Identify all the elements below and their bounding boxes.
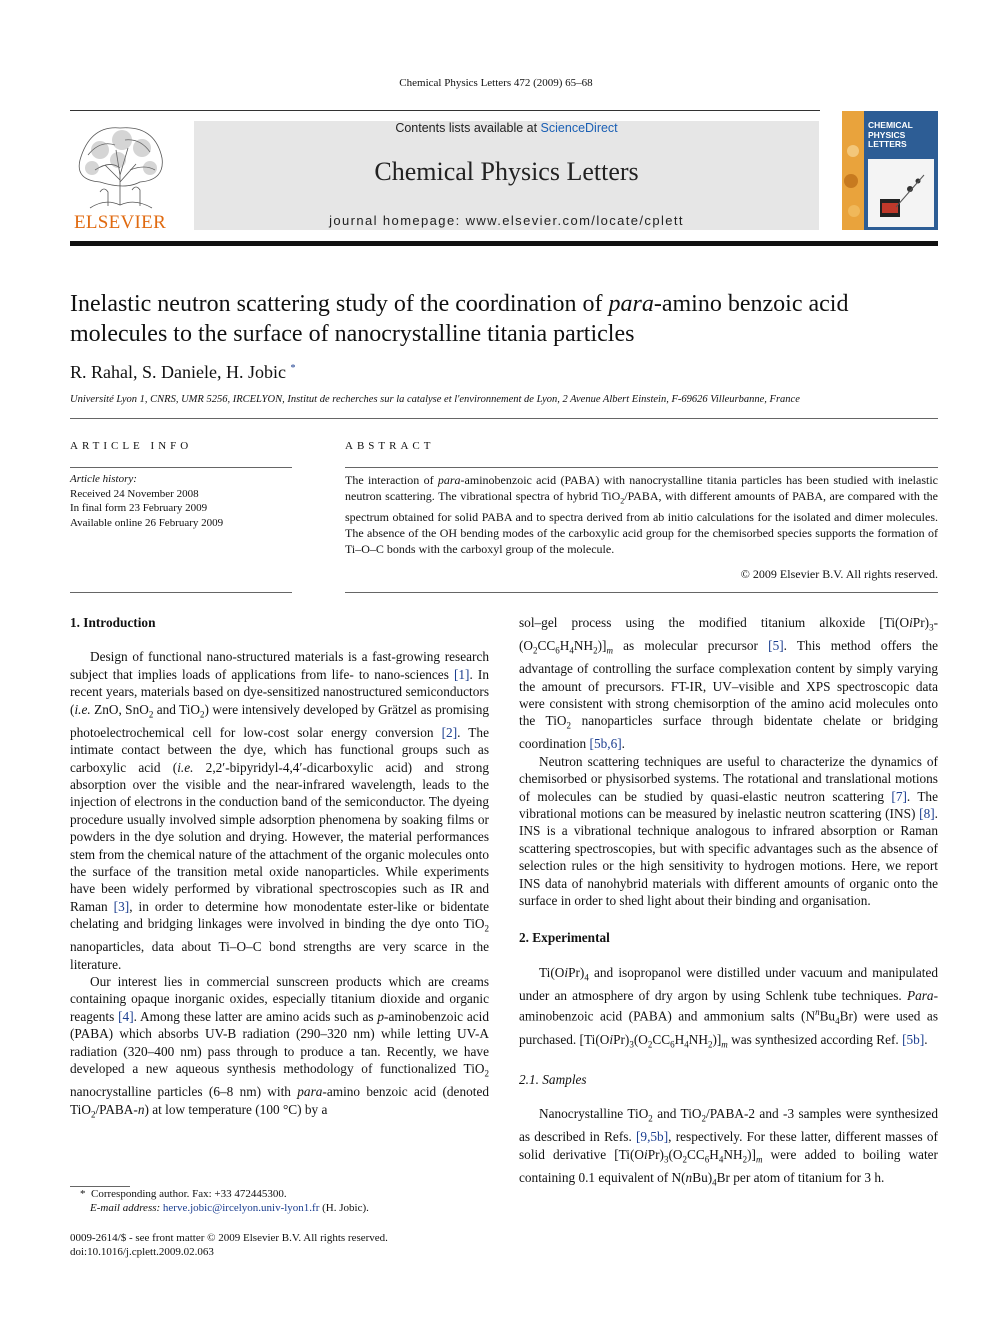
email-link[interactable]: herve.jobic@ircelyon.univ-lyon1.fr (162, 1202, 320, 1214)
abstract-rule (345, 467, 938, 468)
article-info-heading: ARTICLE INFO (70, 440, 193, 452)
cover-title-line: LETTERS (868, 139, 907, 149)
journal-banner (194, 121, 819, 230)
article-info-rule (70, 467, 292, 468)
doi-line[interactable]: doi:10.1016/j.cplett.2009.02.063 (70, 1246, 214, 1258)
title-part-italic: para (608, 291, 654, 317)
front-matter (70, 1231, 388, 1259)
article-title (70, 289, 930, 349)
abstract-bottom-rule (345, 592, 938, 593)
issn-line: 0009-2614/$ - see front matter © 2009 Elsevier B.V. All rights reserved. (70, 1232, 388, 1244)
paragraph: Our interest lies in commercial sunscreen products which are creams containing opaque inorganic oxides, especially titanium dioxide and organic reagents [4]. Among these latter are amino acids such as p-aminobenzoic acid (PABA) which absorbs UV-B radiation (290–320 nm) while letting UV-A radiation (320–400 nm) pass through to produce a tan. Recently, we have developed a new aqueous synthesis methodology of functionalized TiO$_2$ nanocrystalline particles (6–8 nm) with para-amino benzoic acid (denoted TiO$_2$/PABA-n) at low temperature (100 °C) by a (70, 974, 490, 1120)
paragraph: Neutron scattering techniques are useful to characterize the dynamics of chemisorbed or physisorbed systems. The rotational and translational motions of molecules can be studied by quasi-elastic neutron scattering [7]. The vibrational motions can be measured by inelastic neutron scattering (INS) [8]. INS is a vibrational technique analogous to infrared absorption or Raman scattering spectroscopies, but with specific advantages such as the absence of selection rules or the high sensitivity to hydrogen motions. Here, we report INS data of nanohybrid materials with different amounts of organic onto the surface in order to shed light about their binding and organisation. (519, 753, 938, 909)
right-column (519, 614, 938, 1192)
article-info-bottom-rule (70, 592, 292, 593)
email-suffix: (H. Jobic). (319, 1202, 369, 1214)
authors: R. Rahal, S. Daniele, H. Jobic (70, 362, 286, 382)
cover-title-line: CHEMICAL (868, 120, 913, 130)
email-label: E-mail address: (90, 1202, 161, 1214)
abstract-text: The interaction of para-aminobenzoic acid (PABA) with nanocrystalline titania particles has been studied with inelastic neutron scattering. The vibrational spectra of hybrid TiO$_2$/PABA, with different amounts of PABA, are compared with the spectrum obtained for solid PABA and to spectra derived from ab initio calculations for the isolated and dimer molecules. The absence of the OH bending modes of the carboxylic acid group for the chemisorbed species supports the formation of Ti–O–C bonds with the carboxyl group of the molecule. (345, 473, 938, 557)
paragraph: sol–gel process using the modified titanium alkoxide $[Ti(OiPr)_3-(O_2CC_6H_4NH_2)]_m$ as molecular precursor [5]. This method offers the advantage of controlling the surface complexation content by simply varying the amount of precursors. FT-IR, UV–visible and XPS spectroscopic data were consistent with strong chemisorption of the amino acid molecules onto the TiO$_2$ nanoparticles surface through bidentate chelate or bridging coordination [5b,6]. (519, 615, 939, 752)
author-footnote-mark[interactable]: * (290, 363, 296, 374)
affiliation: Université Lyon 1, CNRS, UMR 5256, IRCELYON, Institut de recherches sur la catalyse et l'environnement de Lyon, 2 Avenue Albert Einstein, F-69626 Villeurbanne, France (70, 394, 800, 405)
paragraph: Design of functional nano-structured materials is a fast-growing research subject that implies loads of applications from life- to nano-sciences [1]. In recent years, materials based on dye-sensitized nanostructured semiconductors (i.e. ZnO, SnO$_2$ and TiO$_2$) were intensively developed by Grätzel as promising photoelectrochemical cell for low-cost solar energy conversion [2]. The intimate contact between the dye, which has functional groups such as carboxylic acid (i.e. 2,2′-bipyridyl-4,4′-dicarboxylic acid) and strong absorption over the visible and the near-infrared wavelength, leads to the injection of electrons in the conduction band of the semiconductor. The dyeing procedure usually involved simple adsorption phenomena by soaking films or powders in the dye solution and drying. However, the material performances stem from the chemical nature of the attachment of the organic molecules onto the surface of the transition metal oxide nanoparticles. While experiments have been widely performed by vibrational spectroscopies such as IR and Raman [3], in order to determine how monodentate ester-like or bidentate chelating and bridging linkages were involved in binding the dye onto TiO$_2$ nanoparticles, data about Ti–O–C bond strengths are very scarce in the literature. (70, 649, 490, 972)
final-form-date: In final form 23 February 2009 (70, 502, 208, 514)
journal-name: Chemical Physics Letters (374, 157, 639, 186)
cover-title (868, 121, 913, 150)
sciencedirect-link[interactable]: ScienceDirect (540, 121, 618, 135)
corresponding-author: Corresponding author. Fax: +33 472445300. (91, 1188, 287, 1200)
section-heading-experimental: 2. Experimental (519, 930, 610, 946)
contents-line (194, 121, 819, 135)
abstract-copyright: © 2009 Elsevier B.V. All rights reserved. (740, 567, 938, 581)
author-list (70, 362, 295, 383)
header-thick-rule (70, 241, 938, 246)
paragraph: $Ti(OiPr)_4$ and isopropanol were distilled under vacuum and manipulated under an atmosphere of dry argon by using Schlenk tube techniques. Para-aminobenzoic acid (PABA) and ammonium salts $(N^nBu_4Br)$ were used as purchased. $[Ti(OiPr)_3(O_2CC_6H_4NH_2)]_m$ was synthesized according Ref. [5b]. (519, 964, 938, 1050)
contents-prefix: Contents lists available at (395, 121, 541, 135)
header-rule (70, 110, 820, 111)
cover-title-line: PHYSICS (868, 129, 906, 140)
title-rule (70, 418, 938, 419)
journal-homepage[interactable]: journal homepage: www.elsevier.com/locate/cplett (329, 213, 684, 228)
publisher-name: ELSEVIER (73, 212, 167, 233)
abstract-heading: ABSTRACT (345, 440, 435, 452)
left-column (70, 614, 489, 1124)
footnote (70, 1187, 489, 1215)
journal-cover (842, 111, 938, 230)
footnote-mark: * (80, 1188, 86, 1200)
subsection-heading-samples: 2.1. Samples (519, 1071, 587, 1087)
paragraph: Nanocrystalline TiO$_2$ and TiO$_2$/PABA-2 and -3 samples were synthesized as described in Refs. [9,5b], respectively. For these latter, different masses of solid derivative $[Ti(OiPr)_3(O_2CC_6H_4NH_2)]_m$ were added to boiling water containing 0.1 equivalent of $N(nBu)_4Br$ per atom of titanium for 3 h. (519, 1106, 938, 1188)
journal-citation: Chemical Physics Letters 472 (2009) 65–68 (399, 77, 593, 89)
online-date: Available online 26 February 2009 (70, 516, 224, 529)
article-history (70, 472, 223, 530)
title-part: -amino benzoic acid molecules to the surface of nanocrystalline titania particles (70, 291, 849, 347)
elsevier-logo (70, 120, 170, 232)
history-label: Article history: (70, 473, 137, 485)
section-heading-introduction: 1. Introduction (70, 615, 156, 630)
received-date: Received 24 November 2008 (70, 487, 199, 500)
title-part: Inelastic neutron scattering study of the coordination of (70, 291, 609, 317)
